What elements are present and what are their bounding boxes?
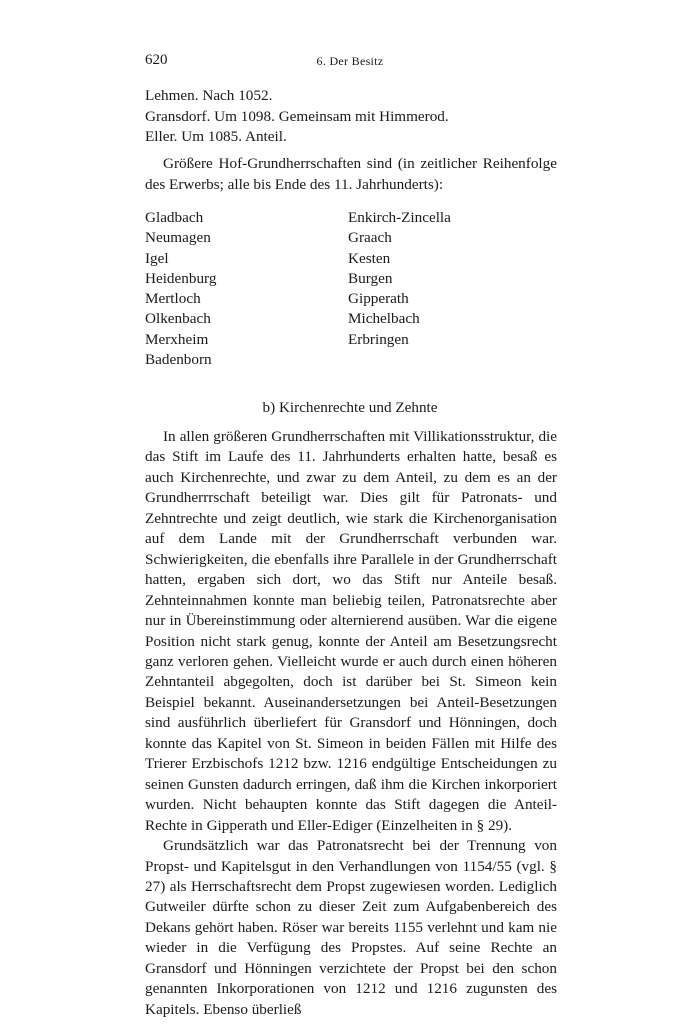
- place-name: Graach: [348, 229, 392, 247]
- body-paragraph: Grundsätzlich war das Patronatsrecht bei der Trennung von Propst- und Kapitelsgut in den Verhandlungen von 1154/55 (vgl. § 27) als Herrschaftsrecht dem Propst zugewiesen worden. Lediglich Gutweiler dürfte schon zu dieser Zeit zum Aufgabenbereich des Dekans gehört haben. Röser war bereits 1155 verlehnt und kam nie wieder in die Verfügung des Propstes. Auf seine Rechte an Gransdorf und Hönningen verzichtete der Propst bei den schon genannten Inkorporationen von 1212 und 1216 zugunsten des Kapitels. Ebenso überließ: [145, 837, 557, 1018]
- place-name: Kesten: [348, 249, 391, 267]
- place-name: Heidenburg: [145, 269, 217, 287]
- places-row: [145, 350, 557, 370]
- place-name: Merxheim: [145, 330, 209, 348]
- holding-line: Lehmen. Nach 1052.: [145, 87, 273, 104]
- places-row: [145, 228, 557, 248]
- intro-paragraph: Größere Hof-Grundherrschaften sind (in zeitlicher Reihenfolge des Erwerbs; alle bis Ende des 11. Jahrhunderts):: [145, 155, 557, 193]
- places-row: [145, 208, 557, 228]
- page-number: 620: [145, 52, 168, 68]
- place-name: Enkirch-Zincella: [348, 209, 451, 226]
- places-row: [145, 249, 557, 269]
- places-row: [145, 309, 557, 329]
- running-head: 6. Der Besitz: [316, 54, 384, 68]
- place-name: Erbringen: [348, 330, 409, 348]
- body-paragraph: In allen größeren Grundherrschaften mit Villikationsstruktur, die das Stift im Laufe des 11. Jahrhunderts erhalten hatte, besaß es auch Kirchenrechte, und zwar zu dem Anteil, zu dem es an der Grundherrrschaft beteiligt war. Dies gilt für Patronats- und Zehntrechte und zeigt deutlich, wie stark die Kirchenorganisation auf dem Lande mit der Grundherrschaft verbunden war. Schwierigkeiten, die ebenfalls ihre Parallele in der Grundherrschaft hatten, ergaben sich dort, wo das Stift nur Anteile besaß. Zehnteinnahmen konnte man beliebig teilen, Patronatsrechte aber nur in Übereinstimmung oder alternierend ausüben. War die eigene Position nicht stark genug, konnte der Anteil am Besetzungsrecht ganz verloren gehen. Vielleicht wurde er auch durch einen höheren Zehntanteil abgegolten, doch ist darüber bei St. Simeon kein Beispiel bekannt. Auseinandersetzungen bei Anteil-Besetzungen sind ausführlich überliefert für Gransdorf und Hönningen, doch konnte das Kapitel von St. Simeon in beiden Fällen mit Hilfe des Trierer Erzbischofs 1212 bzw. 1216 endgültige Entscheidungen zu seinen Gunsten dadurch erringen, daß ihm die Kirchen inkorporiert wurden. Nicht behaupten konnte das Stift dagegen die Anteil-Rechte in Gipperath und Eller-Ediger (Einzelheiten in § 29).: [145, 428, 557, 834]
- places-row: [145, 289, 557, 309]
- holding-line: Gransdorf. Um 1098. Gemeinsam mit Himmerod.: [145, 107, 449, 125]
- holdings-list: [145, 86, 557, 148]
- place-name: Badenborn: [145, 351, 212, 369]
- places-row: [145, 330, 557, 350]
- place-name: Neumagen: [145, 229, 211, 247]
- place-name: Burgen: [348, 269, 393, 287]
- section-heading: b) Kirchenrechte und Zehnte: [262, 399, 438, 416]
- place-name: Mertloch: [145, 290, 201, 308]
- places-row: [145, 269, 557, 289]
- place-name: Michelbach: [348, 310, 420, 328]
- place-name: Igel: [145, 249, 169, 267]
- places-table: [145, 208, 557, 370]
- place-name: Gipperath: [348, 290, 409, 308]
- holding-line: Eller. Um 1085. Anteil.: [145, 128, 287, 145]
- place-name: Olkenbach: [145, 310, 211, 328]
- body-text: [145, 427, 557, 1020]
- place-name: Gladbach: [145, 209, 204, 226]
